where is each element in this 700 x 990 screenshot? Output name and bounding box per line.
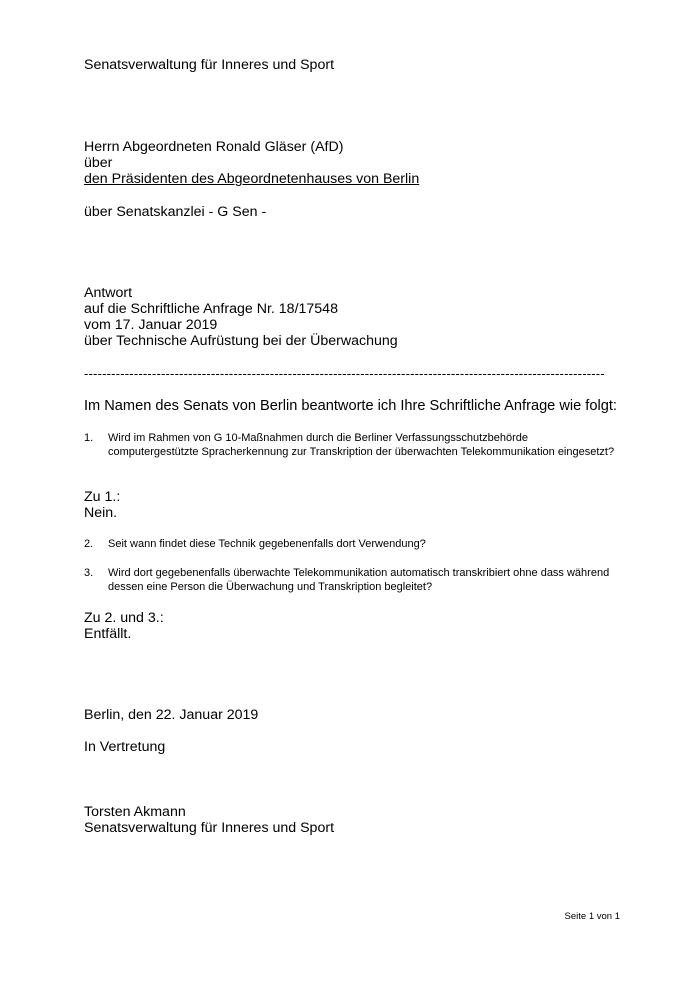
via-target-line: den Präsidenten des Abgeordnetenhauses von Berlin [84,171,420,187]
representation-note: In Vertretung [84,739,166,755]
answer-1-text: Nein. [84,505,118,521]
question-text: Wird dort gegebenenfalls überwachte Telekommunikation automatisch transkribiert ohne dass während dessen eine Person die Überwachung und Transkription begleitet? [108,567,610,593]
page-number: Seite 1 von 1 [564,911,620,922]
via-senatskanzlei-line: über Senatskanzlei - G Sen - [84,204,267,220]
subject-request-number: auf die Schriftliche Anfrage Nr. 18/17548 [84,301,338,317]
separator-line: ------------------------------------------------------------------------------------------------------------------- [84,366,605,381]
via-line: über [84,155,113,171]
question-number: 3. [84,567,94,579]
question-text: Wird im Rahmen von G 10-Maßnahmen durch die Berliner Verfassungsschutzbehörde computergestützte Spracherkennung zur Transkription der überwachten Telekommunikation eingesetzt? [108,432,615,458]
subject-topic: über Technische Aufrüstung bei der Überwachung [84,333,398,349]
signer-name: Torsten Akmann [84,804,186,820]
answer-2-3-heading: Zu 2. und 3.: [84,610,164,626]
intro-sentence: Im Namen des Senats von Berlin beantworte ich Ihre Schriftliche Anfrage wie folgt: [84,398,617,414]
question-number: 1. [84,432,94,444]
answer-2-3-text: Entfällt. [84,626,132,642]
subject-request-date: vom 17. Januar 2019 [84,317,218,333]
question-text: Seit wann findet diese Technik gegebenenfalls dort Verwendung? [108,538,426,550]
place-date: Berlin, den 22. Januar 2019 [84,707,259,723]
question-number: 2. [84,538,94,550]
recipient-line: Herrn Abgeordneten Ronald Gläser (AfD) [84,139,344,155]
answer-1-heading: Zu 1.: [84,489,121,505]
authority-header: Senatsverwaltung für Inneres und Sport [84,57,335,73]
signer-authority: Senatsverwaltung für Inneres und Sport [84,820,335,836]
subject-answer: Antwort [84,285,133,301]
